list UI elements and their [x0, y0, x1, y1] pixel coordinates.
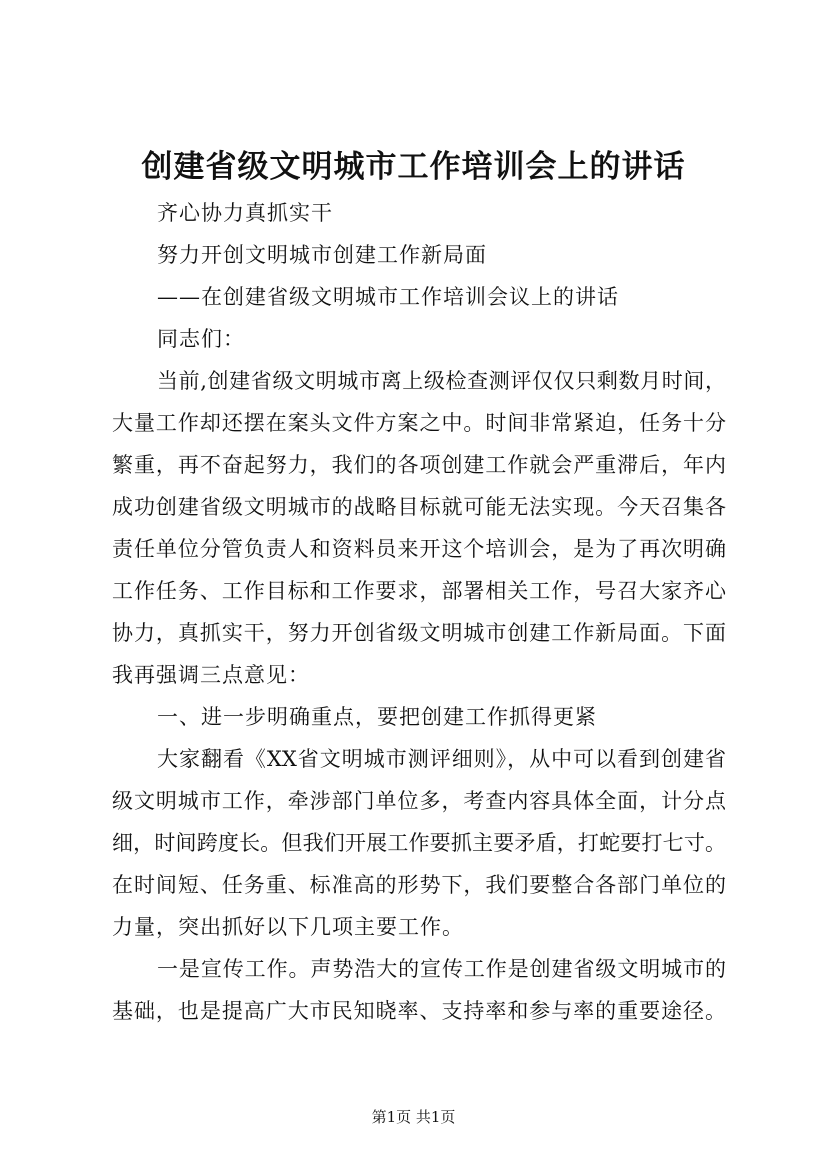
section-heading: 一、进一步明确重点，要把创建工作抓得更紧	[157, 705, 597, 729]
subtitle-line-2: 努力开创文明城市创建工作新局面	[157, 243, 487, 267]
paragraph-line: 繁重，再不奋起努力，我们的各项创建工作就会严重滞后，年内	[112, 453, 726, 477]
page-footer: 第1页 共1页	[371, 1108, 456, 1126]
paragraph-line: 一是宣传工作。声势浩大的宣传工作是创建省级文明城市的	[157, 957, 726, 981]
paragraph-line: 我再强调三点意见：	[112, 663, 310, 687]
document-title: 创建省级文明城市工作培训会上的讲话	[141, 149, 686, 185]
paragraph-line: 基础，也是提高广大市民知晓率、支持率和参与率的重要途径。	[112, 999, 726, 1023]
paragraph-line: 级文明城市工作，牵涉部门单位多，考查内容具体全面，计分点	[112, 789, 726, 813]
paragraph-line: 大家翻看《XX省文明城市测评细则》，从中可以看到创建省	[157, 747, 726, 771]
paragraph-line: 细，时间跨度长。但我们开展工作要抓主要矛盾，打蛇要打七寸。	[112, 831, 726, 855]
paragraph-line: 成功创建省级文明城市的战略目标就可能无法实现。今天召集各	[112, 495, 726, 519]
paragraph-line: 责任单位分管负责人和资料员来开这个培训会，是为了再次明确	[112, 537, 726, 561]
salutation: 同志们：	[157, 327, 245, 351]
paragraph-line: 协力，真抓实干，努力开创省级文明城市创建工作新局面。下面	[112, 621, 726, 645]
paragraph-line: 在时间短、任务重、标准高的形势下，我们要整合各部门单位的	[112, 873, 726, 897]
paragraph-line: 当前,创建省级文明城市离上级检查测评仅仅只剩数月时间，	[157, 369, 726, 393]
paragraph-line: 力量，突出抓好以下几项主要工作。	[112, 915, 464, 939]
subtitle-line-3: ——在创建省级文明城市工作培训会议上的讲话	[157, 285, 619, 309]
paragraph-line: 大量工作却还摆在案头文件方案之中。时间非常紧迫，任务十分	[112, 411, 726, 435]
subtitle-line-1: 齐心协力真抓实干	[157, 201, 333, 225]
paragraph-line: 工作任务、工作目标和工作要求，部署相关工作，号召大家齐心	[112, 579, 726, 603]
